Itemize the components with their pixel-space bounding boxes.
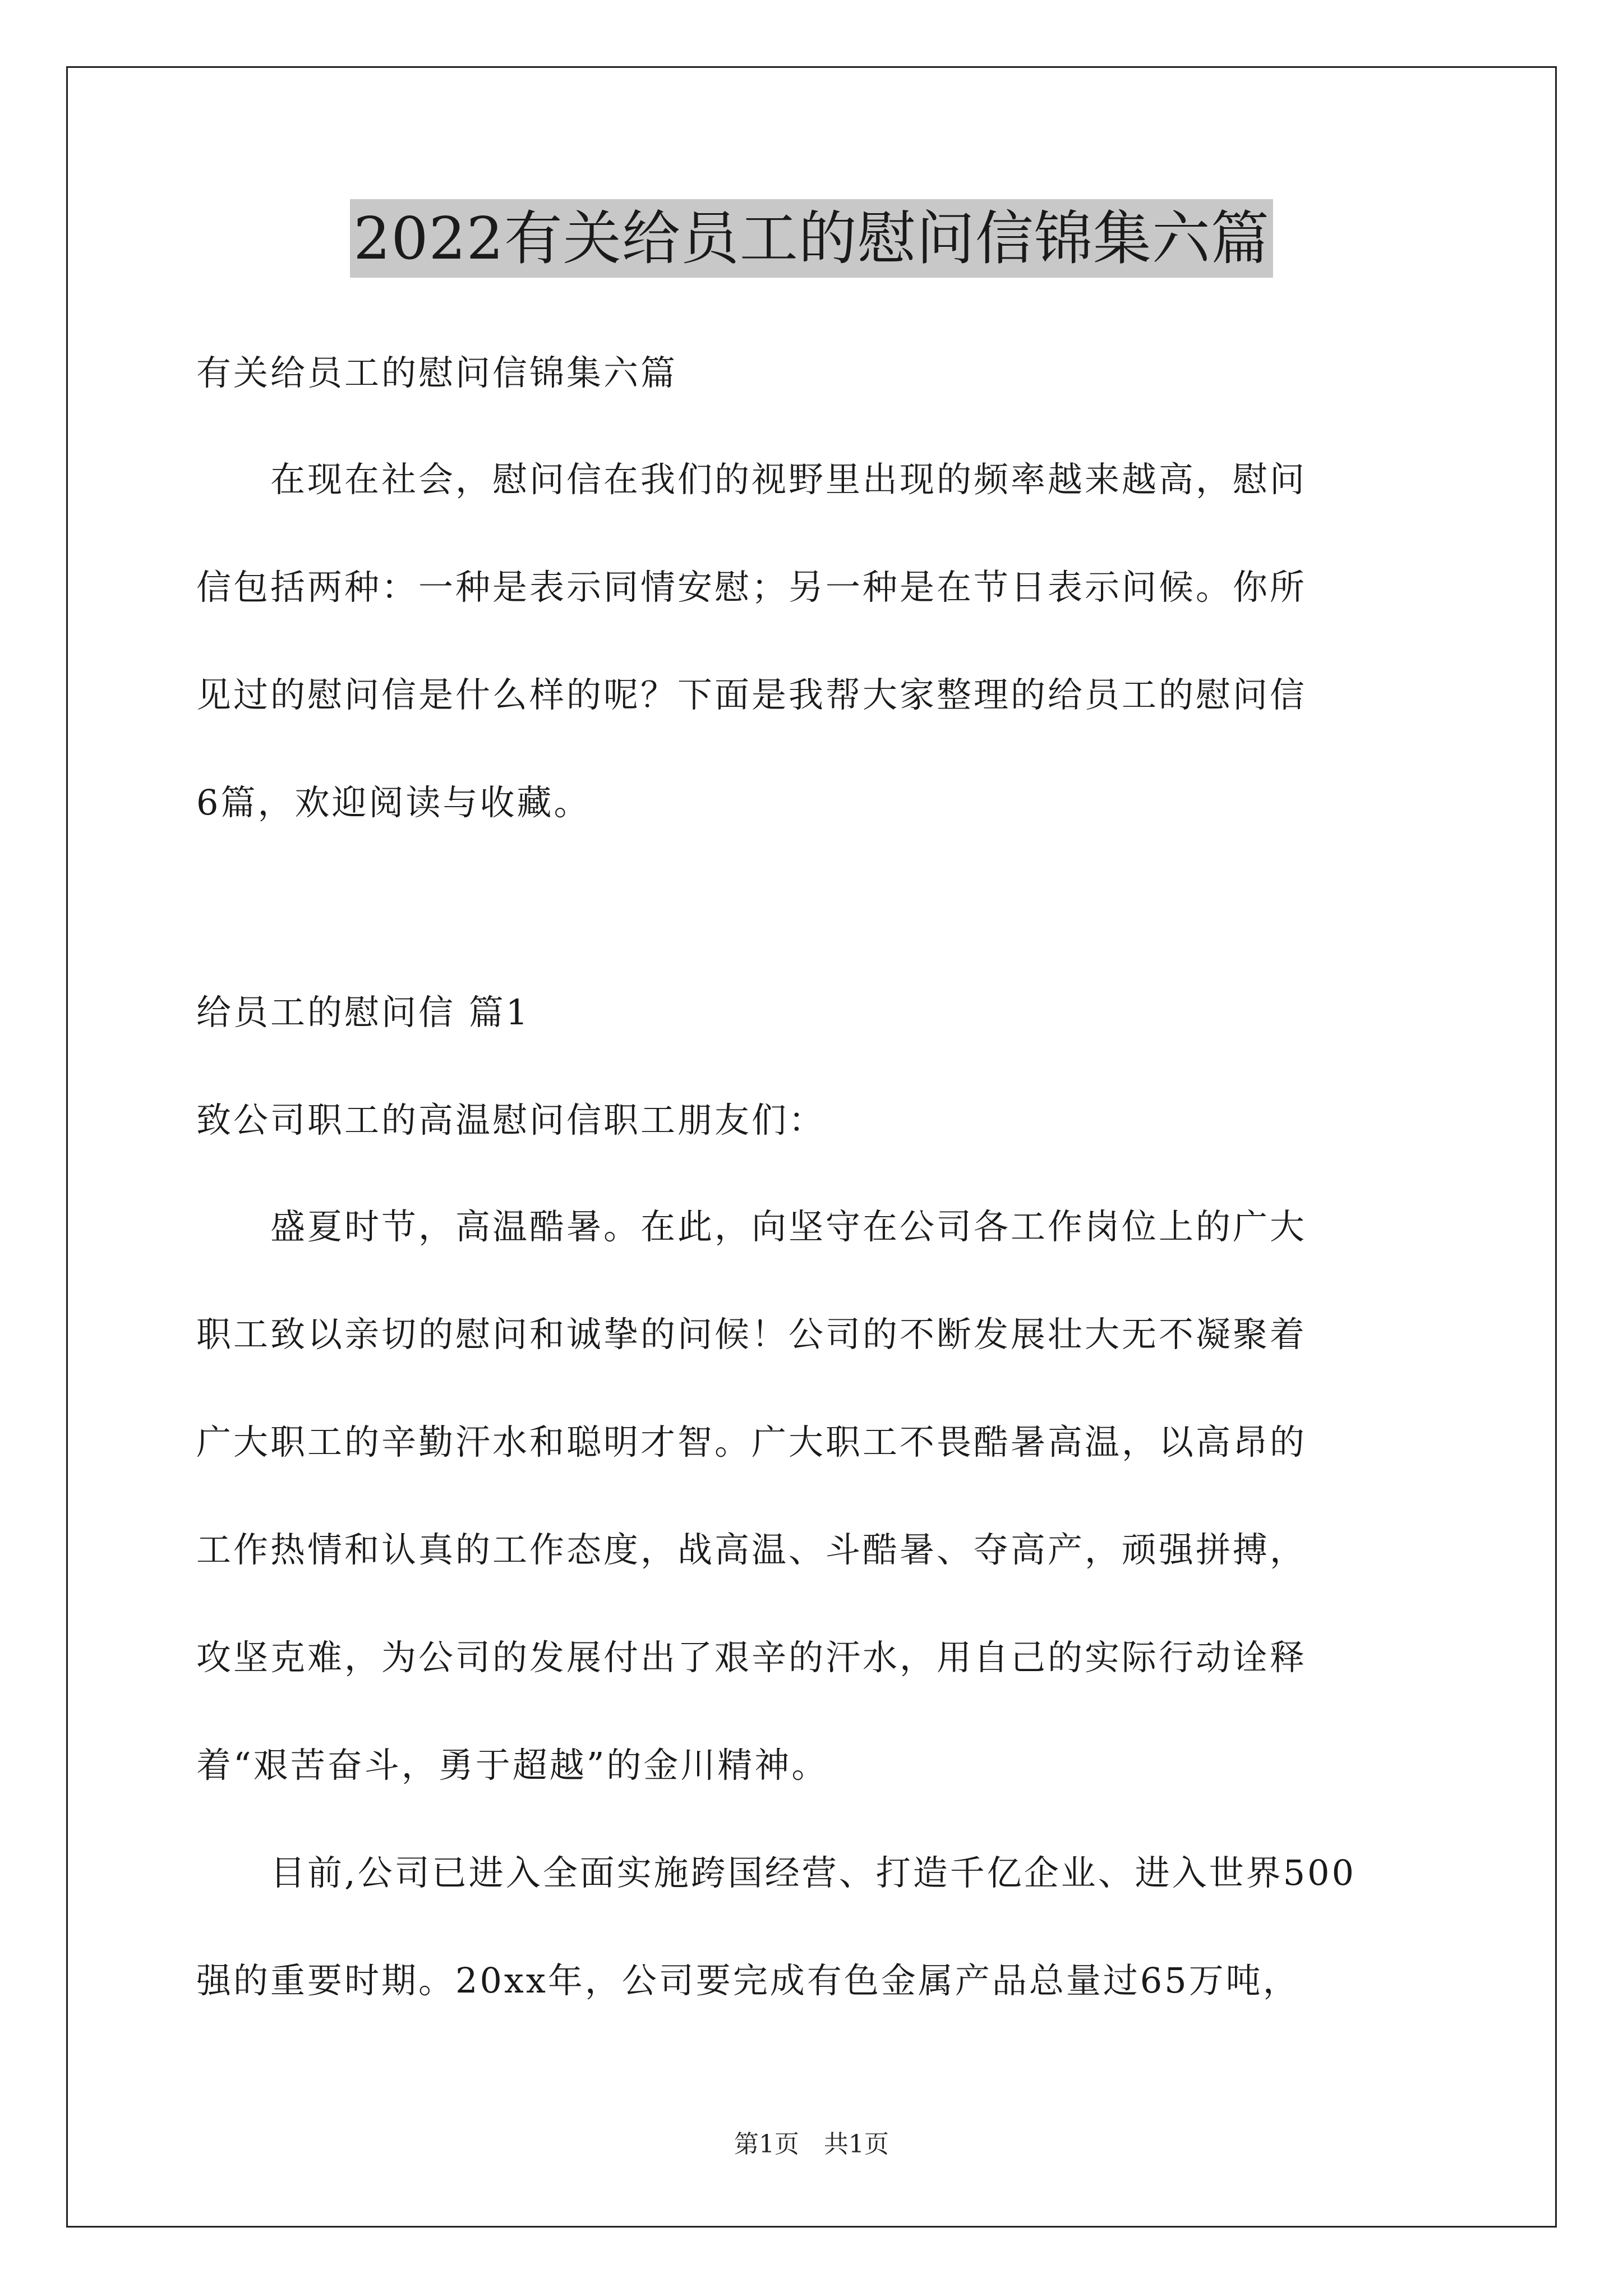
page-footer: 第1页 共1页: [734, 2130, 889, 2159]
paragraph-line: 着“艰苦奋斗，勇于超越”的金川精神。: [196, 1745, 829, 1786]
letter-salutation: 致公司职工的高温慰问信职工朋友们：: [196, 1099, 826, 1140]
title-container: [0, 199, 1623, 278]
paragraph-line: 盛夏时节，高温酷暑。在此，向坚守在公司各工作岗位上的广大: [196, 1206, 1307, 1247]
paragraph-line: 强的重要时期。20xx年，公司要完成有色金属产品总量过65万吨，: [196, 1960, 1300, 2001]
section-heading: 给员工的慰问信 篇1: [196, 992, 531, 1033]
paragraph-line: 工作热情和认真的工作态度，战高温、斗酷暑、夺高产，顽强拼搏，: [196, 1529, 1307, 1570]
paragraph-line: 在现在社会，慰问信在我们的视野里出现的频率越来越高，慰问: [196, 459, 1307, 500]
doc-subtitle: 有关给员工的慰问信锦集六篇: [196, 352, 678, 393]
paragraph-line: 信包括两种：一种是表示同情安慰；另一种是在节日表示问候。你所: [196, 567, 1307, 608]
paragraph-line: 见过的慰问信是什么样的呢？下面是我帮大家整理的给员工的慰问信: [196, 674, 1307, 715]
paragraph-line: 攻坚克难，为公司的发展付出了艰辛的汗水，用自己的实际行动诠释: [196, 1637, 1307, 1678]
paragraph-line: 6篇，欢迎阅读与收藏。: [196, 782, 591, 823]
paragraph-line: 职工致以亲切的慰问和诚挚的问候！公司的不断发展壮大无不凝聚着: [196, 1314, 1307, 1355]
document-title: 2022有关给员工的慰问信锦集六篇: [350, 199, 1273, 278]
paragraph-line: 广大职工的辛勤汗水和聪明才智。广大职工不畏酷暑高温，以高昂的: [196, 1421, 1307, 1462]
paragraph-line: 目前,公司已进入全面实施跨国经营、打造千亿企业、进入世界500: [196, 1852, 1357, 1893]
